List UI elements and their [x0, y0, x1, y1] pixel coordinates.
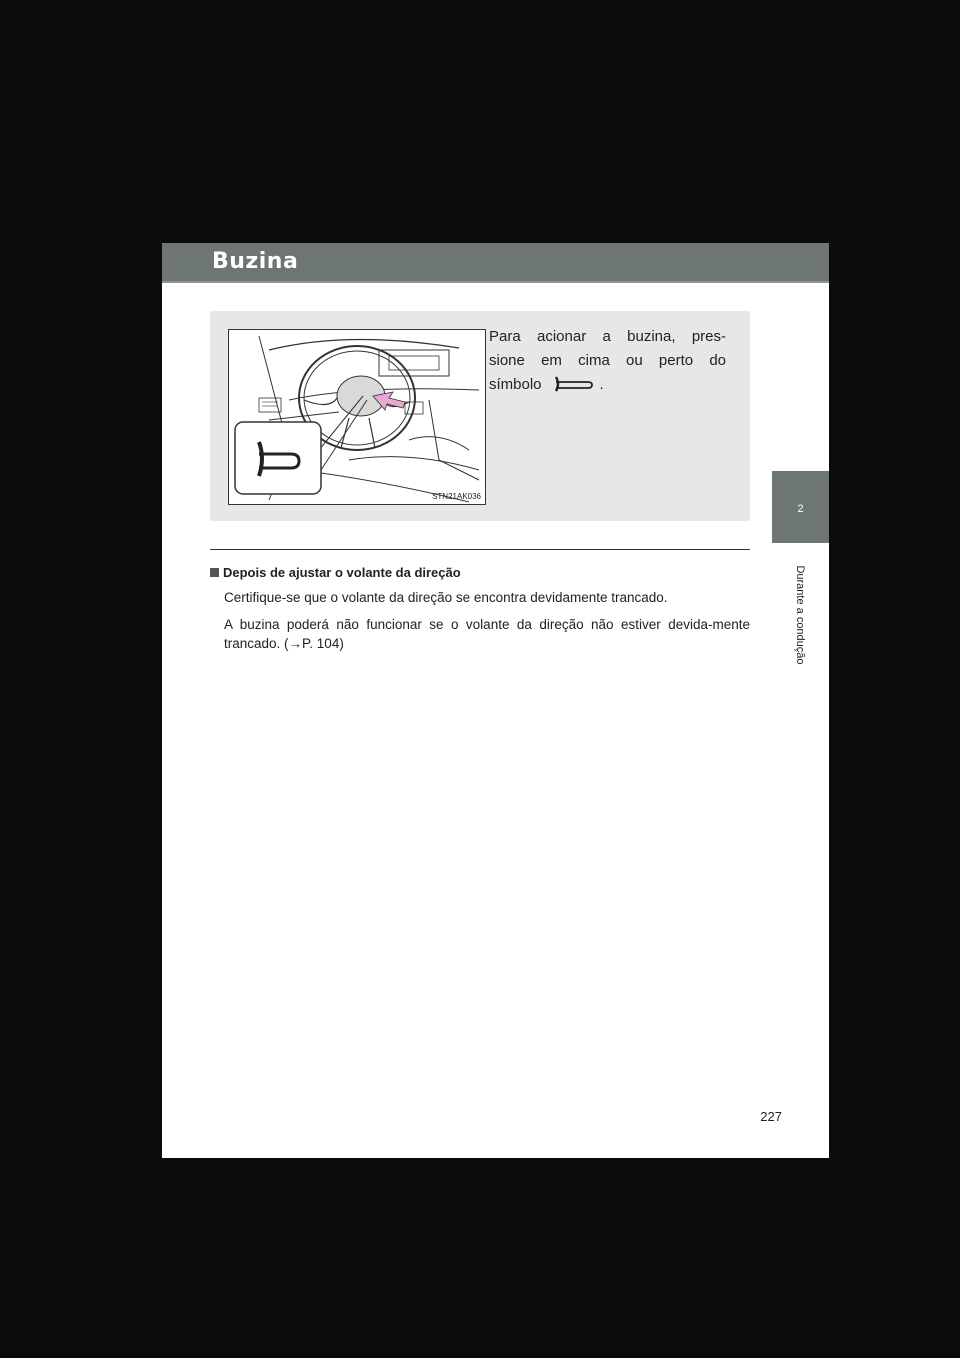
description-line-1: Para acionar a buzina, pres-: [489, 328, 726, 345]
figure-box: [210, 311, 750, 521]
note-paragraph-2: A buzina poderá não funcionar se o volante da direção não estiver devida-mente trancado. (→P. 104): [224, 617, 750, 651]
section-divider: [210, 549, 750, 550]
page-title: Buzina: [212, 249, 299, 274]
steering-wheel-illustration: [228, 329, 486, 505]
note-heading: [210, 565, 750, 580]
chapter-number: 2: [797, 503, 804, 515]
description-line-3-prefix: símbolo: [489, 376, 542, 393]
page-number: 227: [760, 1109, 782, 1124]
manual-page: [162, 243, 829, 1158]
section-title-bar: [162, 243, 829, 283]
figure-code: STN21AK036: [432, 492, 481, 501]
note-paragraph-1: Certifique-se que o volante da direção se encontra devidamente trancado.: [224, 590, 668, 605]
chapter-label-container: [788, 551, 812, 691]
note-heading-text: Depois de ajustar o volante da direção: [223, 565, 461, 580]
chapter-label: Durante a condução: [794, 565, 806, 665]
chapter-tab: [772, 471, 829, 543]
description-line-3: [489, 373, 726, 397]
figure-description: [489, 325, 726, 397]
note-section: [210, 565, 750, 661]
description-line-3-suffix: .: [599, 376, 604, 393]
bullet-square-icon: [210, 568, 219, 577]
description-line-2: sione em cima ou perto do: [489, 352, 726, 369]
horn-symbol-icon: [552, 375, 596, 393]
